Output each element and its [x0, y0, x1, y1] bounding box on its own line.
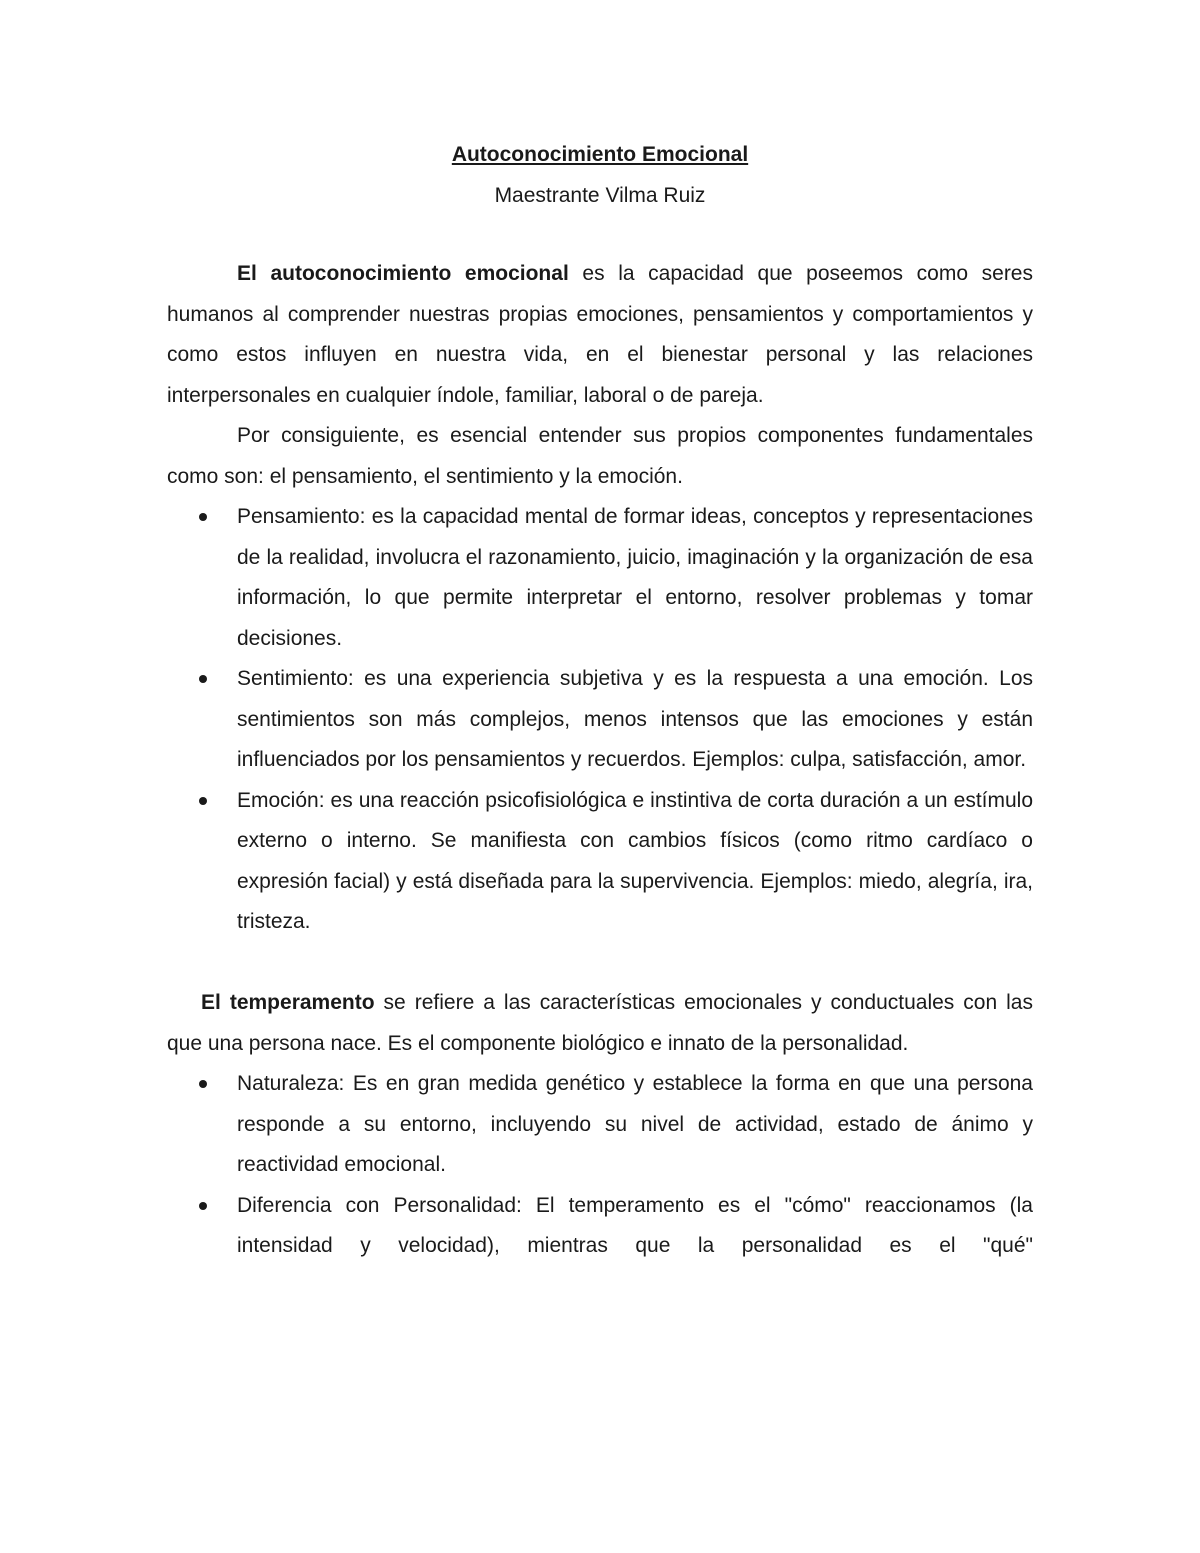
components-list [167, 497, 1033, 943]
list-item [167, 497, 1033, 659]
intro-bold-lead: El autoconocimiento emocional [237, 262, 569, 285]
list-item-text: Sentimiento: es una experiencia subjetiva y es la respuesta a una emoción. Los sentimientos son más complejos, menos intensos que las emociones y están influenciados por los pensamientos y recuerdos. Ejemplos: culpa, satisfacción, amor. [237, 667, 1033, 771]
temperament-list [167, 1064, 1033, 1267]
temperament-bold-lead: El temperamento [201, 991, 375, 1014]
list-item [167, 1186, 1033, 1267]
temperament-paragraph [167, 983, 1033, 1064]
list-item-text: Emoción: es una reacción psicofisiológica e instintiva de corta duración a un estímulo externo o interno. Se manifiesta con cambios físicos (como ritmo cardíaco o expresión facial) y está diseñada para la supervivencia. Ejemplos: miedo, alegría, ira, tristeza. [237, 788, 1033, 933]
list-item-text: Diferencia con Personalidad: El temperamento es el "cómo" reaccionamos (la intensidad y velocidad), mientras que la personalidad es el "qué" [237, 1193, 1033, 1257]
intro-text: es la capacidad que poseemos como seres humanos al comprender nuestras propias emociones, pensamientos y comportamientos y como estos influyen en nuestra vida, en el bienestar personal y las relaciones interpersonales en cualquier índole, familiar, laboral o de pareja. [167, 262, 1033, 407]
bullet-icon [199, 1202, 207, 1210]
bullet-icon [199, 797, 207, 805]
bullet-icon [199, 513, 207, 521]
list-item [167, 1064, 1033, 1186]
list-item [167, 659, 1033, 781]
intro-paragraph [167, 254, 1033, 416]
document-author: Maestrante Vilma Ruiz [494, 184, 706, 207]
bullet-icon [199, 675, 207, 683]
list-item-text: Pensamiento: es la capacidad mental de formar ideas, conceptos y representaciones de la realidad, involucra el razonamiento, juicio, imaginación y la organización de esa información, lo que permite interpretar el entorno, resolver problemas y tomar decisiones. [237, 505, 1033, 650]
consequence-paragraph: Por consiguiente, es esencial entender sus propios componentes fundamentales como son: el pensamiento, el sentimiento y la emoción. [167, 424, 1033, 488]
temperament-text: se refiere a las características emocionales y conductuales con las que una persona nace. Es el componente biológico e innato de la personalidad. [167, 991, 1033, 1055]
document-title: Autoconocimiento Emocional [451, 143, 749, 166]
bullet-icon [199, 1080, 207, 1088]
list-item [167, 781, 1033, 943]
list-item-text: Naturaleza: Es en gran medida genético y establece la forma en que una persona responde a su entorno, incluyendo su nivel de actividad, estado de ánimo y reactividad emocional. [237, 1072, 1033, 1176]
document-body [167, 254, 1033, 1267]
paragraph-spacer [167, 943, 1033, 984]
